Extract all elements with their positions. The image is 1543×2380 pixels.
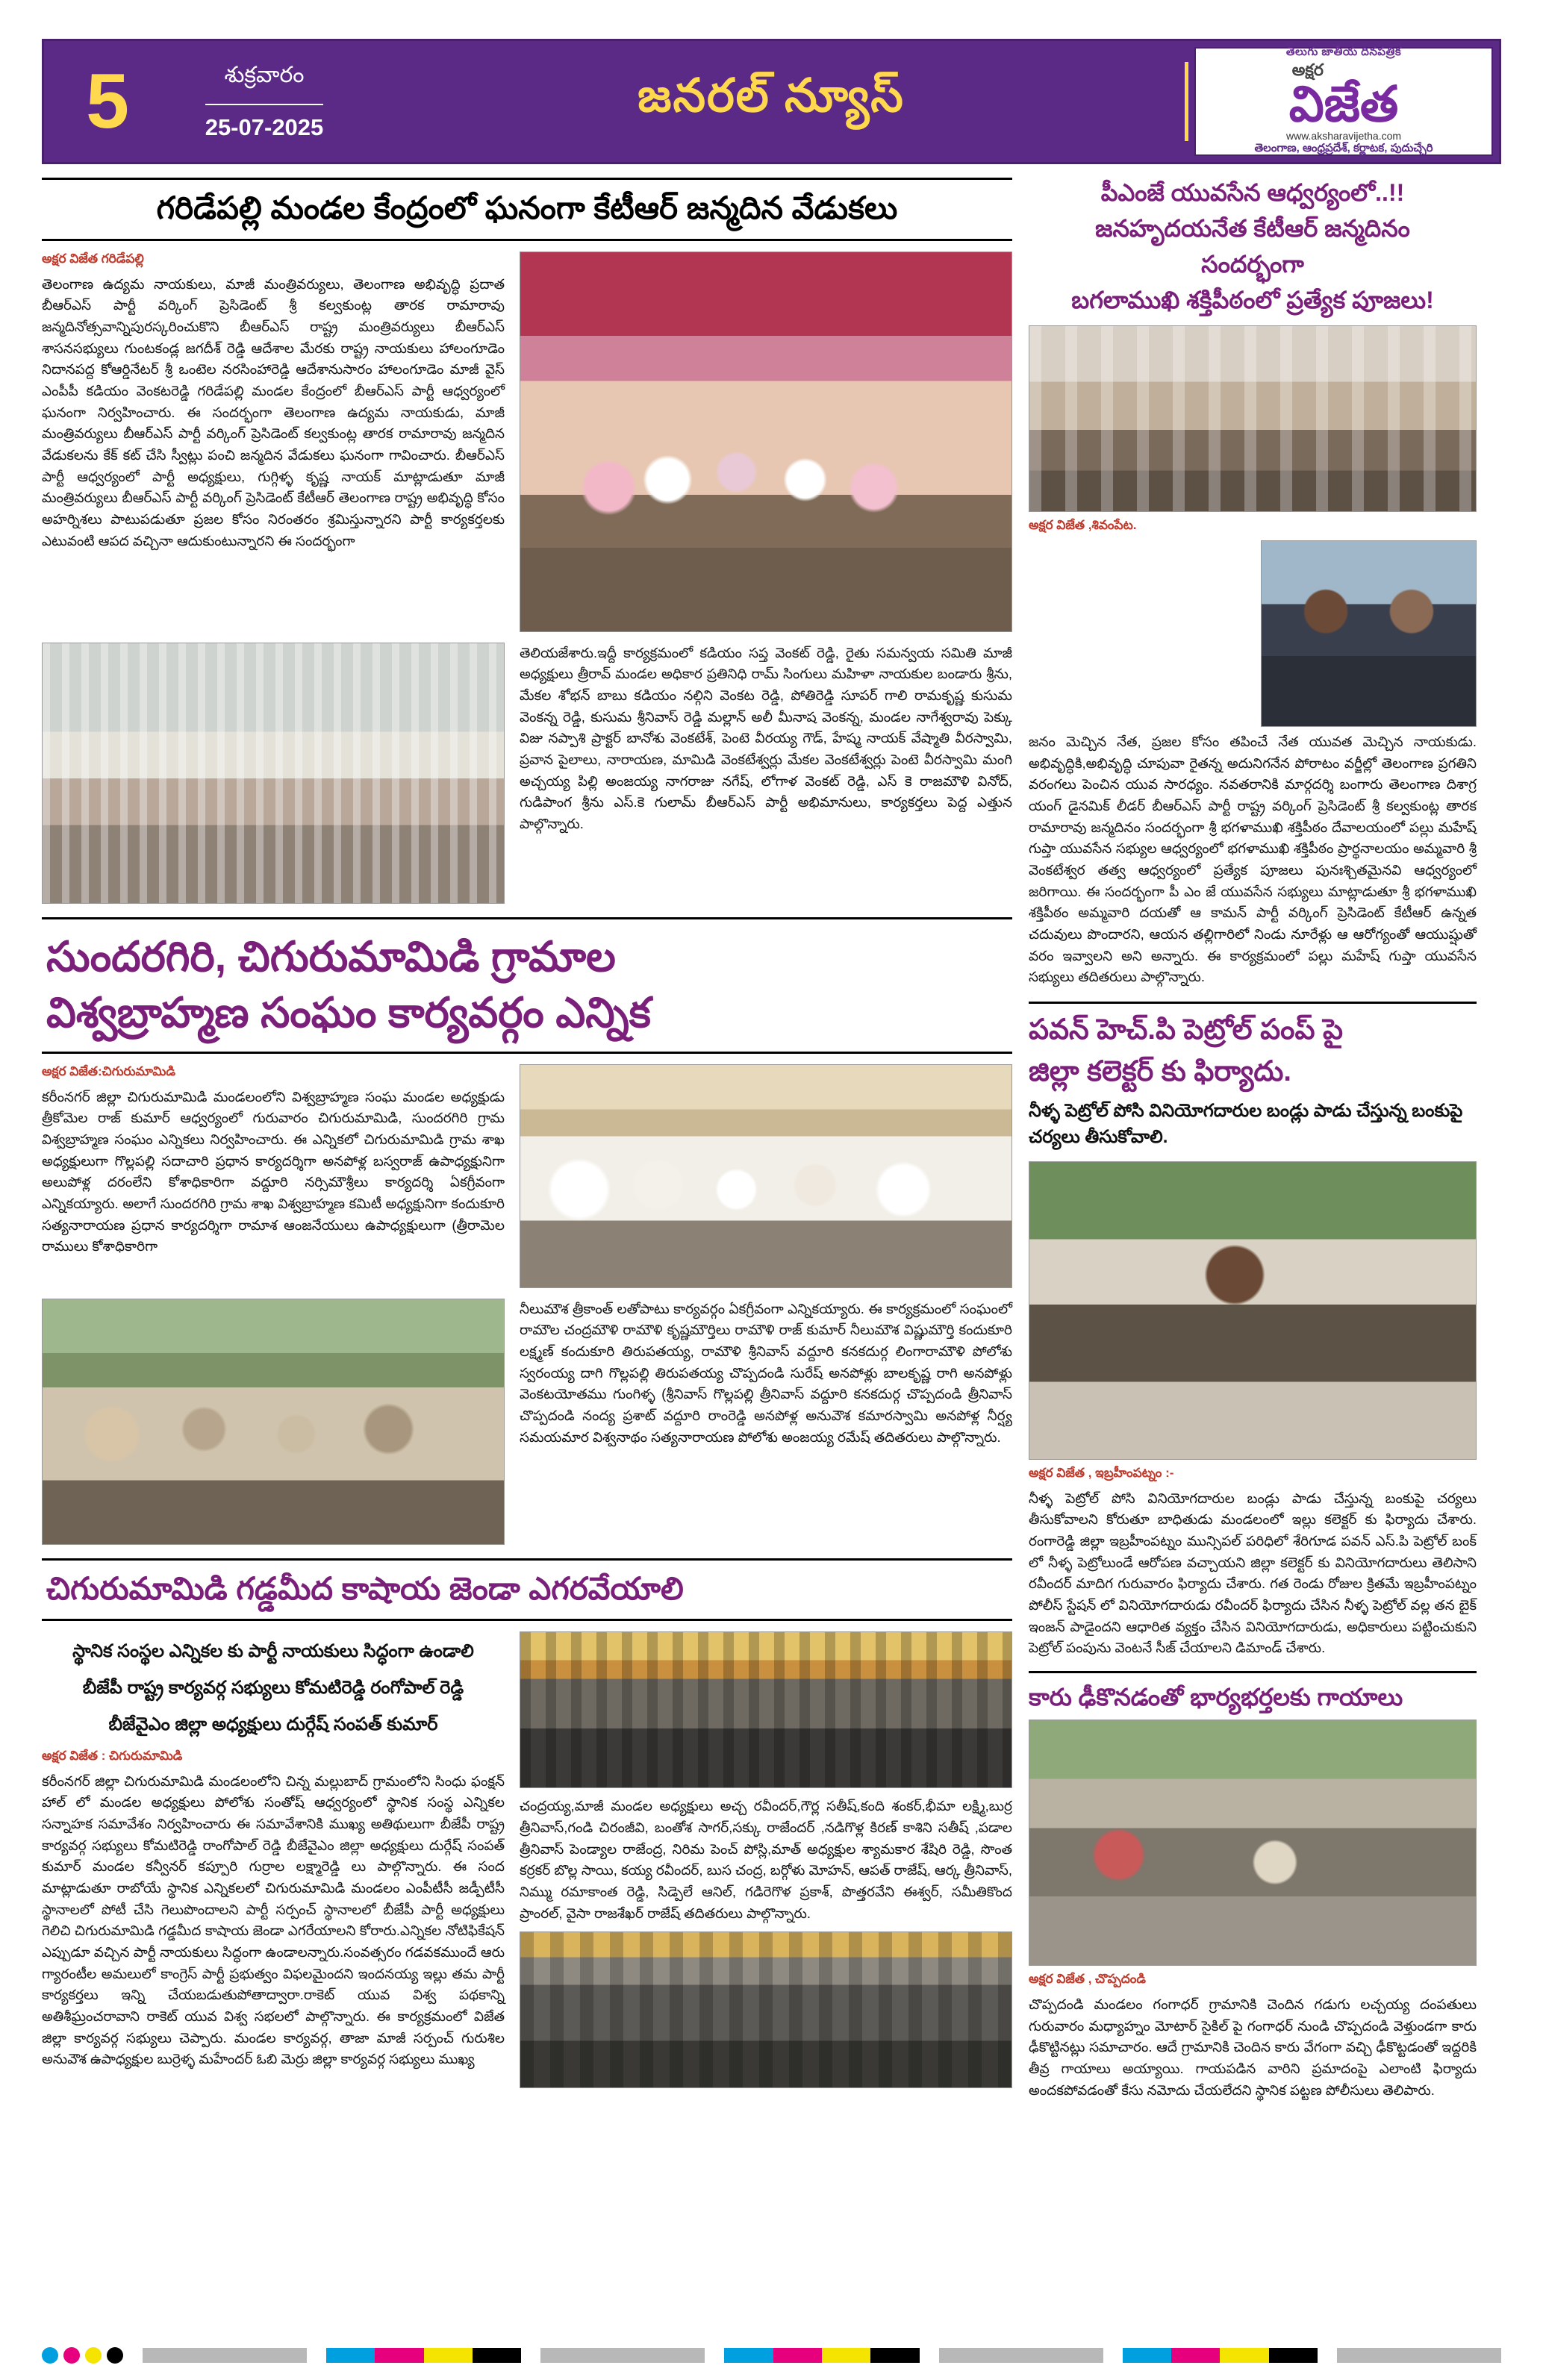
registration-dots (42, 2347, 123, 2364)
article-b1-body: జనం మెచ్చిన నేత, ప్రజల కోసం తపించే నేత యువత మెచ్చిన నాయకుడు. అభివృద్ధికి,అభివృద్ధి చూపువా రైతన్న అదునిగనేన పోరాటం వర్జీల్లో తెలంగాణ ప్రగతిని వరంగలు పెంచిన యువ సారధ్యం. నవతరానికి మార్గదర్శి బంగారు తెలంగాణ దిశాగ్ర యంగ్ డైనమిక్ లీడర్ బీఆర్ఎస్ పార్టీ రాష్ట్ర వర్కింగ్ ప్రెసిడెంట్ శ్రీ కల్వకుంట్ల తారక రామారావు జన్మదినం సందర్భంగా శ్రీ భగళాముఖి శక్తిపీఠం దేవాలయంలో పల్లు మహేష్ గుప్తా యువసేన సభ్యుల ఆధ్వర్యంలో భగళాముఖి శక్తిపీఠం ప్రార్థనాలయం అమ్మవారి శ్రీ వెంకటేశ్వర తత్వ ఆధ్వర్యంలో ప్రత్యేక పూజలు పునఃశ్చితమైనవి ఆధ్వర్యంలో జరిగాయి. ఈ సందర్భంగా పీ ఎం జే యువసేన సభ్యులు మాట్లాడుతూ శ్రీ భగళాముఖి శక్తిపీఠం అమ్మవారి దయతో ఆ కామన్ పార్టీ వర్కింగ్ ప్రెసిడెంట్ కేటీఆర్ ఉన్నత చదువులు పొందారని, ఆయన తల్లిగారిలో నిండు నూరేళ్లు ఆ ఆరోగ్యంతో ఆయుష్షుతో వరం ఇవ్వాలని అని అన్నారు. ఈ కార్యక్రమంలో పల్లు మహేష్ గుప్తా యువసేన సభ్యులు తదితరులు పాల్గొన్నారు. (1029, 734, 1477, 985)
article-b1-text-and-photo (1029, 540, 1477, 727)
article-1-bottom (42, 643, 1012, 904)
masthead-divider (1185, 62, 1188, 141)
publication-logo (1194, 47, 1493, 156)
article-2-photo-group (520, 1064, 1012, 1288)
article-2-photo-village-group (42, 1299, 505, 1545)
logo-main-text: విజేత (1288, 75, 1399, 131)
registration-bar-cmyk-2 (724, 2348, 919, 2363)
article-b2-body: నీళ్ళ పెట్రోల్ పోసి వినియోగదారుల బండ్లు పాడు చేస్తున్న బంకుపై చర్యలు తీసుకోవాలని కోరుతూ బాధితుడు మండలంలో ఇల్లు కలెక్టర్ కు ఫిర్యాదు చేశారు. రంగారెడ్డి జిల్లా ఇబ్రహీంపట్నం మున్సిపల్ పరిధిలో శేరిగూడ పవన్ ఎస్.పి పెట్రోల్ బంక్ లో నీళ్ళ పెట్రోలుండే ఆరోపణ వచ్చాయని జిల్లా కలెక్టర్ కు వినియోగదారులు తెలిసాని రవీందర్ మాదిగ గురువారం ఫిర్యాదు చేశారు. గత రెండు రోజుల క్రితమే ఇబ్రహీంపట్నం పోలీస్ స్టేషన్ లో వినియోగదారుడు రవీందర్ ఫిర్యాదు చేసిన నీళ్ళ పెట్రోల్ వల్ల తన బైక్ ఇంజన్ పాడైందని ఆధారిత వ్యక్తం చేసిన వినియోగదారుడు, అధికారులు పట్టించుకుని పెట్రోల్ పంపును వెంటనే సీజ్ చేయాలని డిమాండ్ చేశారు. (1029, 1490, 1477, 1656)
article-b3 (1029, 1671, 1477, 2101)
section-title: జనరల్ న్యూస్ (638, 70, 905, 122)
masthead (42, 39, 1501, 164)
article-3-subhead-1: స్థానిక సంస్థల ఎన్నికల కు పార్టీ నాయకులు సిద్ధంగా ఉండాలి (72, 1641, 474, 1662)
date-label: 25-07-2025 (205, 104, 324, 141)
article-3-headline: చిగురుమామిడి గడ్డమీద కాషాయ జెండా ఎగరవేయాలి (46, 1570, 684, 1606)
registration-bar-gray-2 (540, 2348, 705, 2363)
registration-bar-cmyk-1 (326, 2348, 521, 2363)
article-3-top (42, 1631, 1012, 2088)
article-1-photo-hall-meeting (42, 643, 505, 904)
article-b1-headline-line1: పీఎంజే యువసేన ఆధ్వర్యంలో..!! (1100, 179, 1405, 206)
article-b1-headline-line2: జనహృదయనేత కేటీఆర్ జన్మదినం (1095, 215, 1410, 242)
article-3-photo-meeting-stage (520, 1631, 1012, 1788)
day-label: శుక్రవారం (224, 62, 305, 87)
logo-regions: తెలంగాణ, ఆంధ్రప్రదేశ్, కర్ణాటక, పుదుచ్చేరి (1254, 142, 1433, 155)
article-b1-photo-temple (1029, 325, 1477, 512)
print-registration-marks (42, 2347, 1501, 2364)
page-content (42, 178, 1501, 2282)
article-1-headline-box (42, 178, 1012, 241)
article-b1-photo-leaders (1261, 540, 1477, 727)
article-2-body2-block (520, 1299, 1012, 1545)
article-3-media-column (520, 1631, 1012, 2088)
article-2-headline-line1: సుందరగిరి, చిగురుమామిడి గ్రామాల (46, 932, 616, 980)
article-b2-photo-complainant (1029, 1161, 1477, 1460)
article-3-photo-audience (520, 1931, 1012, 2088)
logo-tagline-top: తెలుగు జాతీయ దినపత్రిక (1285, 45, 1402, 58)
article-b1-headline-line4: బగలాముఖి శక్తిపీఠంలో ప్రత్యేక పూజలు! (1071, 287, 1434, 313)
article-1-top (42, 252, 1012, 632)
article-1-body2-block (520, 643, 1012, 904)
article-2-bottom (42, 1299, 1012, 1545)
article-b3-photo-accident (1029, 1720, 1477, 1966)
page-number: 5 (86, 58, 129, 145)
registration-bar-gray-4 (1337, 2348, 1501, 2363)
article-3-headline-box (42, 1558, 1012, 1622)
article-1-body2: తెలియజేశారు.ఇద్దీ కార్యక్రమంలో కడియం సప్త వెంకట్ రెడ్డి, రైతు సమన్వయ సమితి మాజీ అధ్యక్షులు త్రీరావ్ మండల అధికార ప్రతినిధి రామ్ సింగులు మహిళా నాయకుల బండారు శ్రీను, మేకల శోభన్ బాబు కడియం నల్గిని వెంకట రెడ్డి, పోతిరెడ్డి సూపర్ గాలి రామకృష్ణ కుసుమ వెంకన్న రెడ్డి, కుసుమ శ్రీనివాస్ రెడ్డి మల్లాన్ అలీ మీనాష వెంకన్న, మండల నాగేశ్వరావు పెక్కు విజు నప్పాశి ప్రాక్టర్ బానోశు వెంకటేశ్, పెంటె వీరయ్య గౌడ్, హేష్మ నాయక్ వేష్మాతి వీరస్వామి, ప్రవాన పైలాలు, నారాయణ, మామిడి వెంకటేశ్వర్లు మేకల వెంకటేశ్వర్లు పెంటె వీరస్వామి మంగి అచ్చయ్య పిల్లి అంజయ్య నాగరాజు నగేష్, లోగాళ వెంకట్ రెడ్డి, ఎస్ కె రాజమౌళి వినోద్, గుడిపాంగ శ్రీను ఎస్.కె గులామ్ బీఆర్ఎస్ పార్టీ అభిమానులు, కార్యకర్తలు పెద్ద ఎత్తున పాల్గొన్నారు. (520, 644, 1012, 831)
right-column (1029, 178, 1477, 2282)
logo-wordmark (1289, 61, 1399, 130)
article-b2-credit: అక్షర విజేత , ఇబ్రహీంపట్నం :- (1029, 1465, 1174, 1480)
logo-website: www.aksharavijetha.com (1285, 130, 1402, 143)
article-b2-subhead: నీళ్ళ పెట్రోల్ పోసి వినియోగదారుల బండ్లు పాడు చేస్తున్న బంకుపై చర్యలు తీసుకోవాలి. (1029, 1101, 1463, 1147)
article-3-subhead-3: బీజేవైఎం జిల్లా అధ్యక్షులు దుర్గేష్ సంపత్ కుమార్ (108, 1714, 438, 1734)
article-b2-headline-line2: జిల్లా కలెక్టర్ కు ఫిర్యాదు. (1029, 1055, 1291, 1087)
article-2-text-block (42, 1064, 505, 1288)
article-3-body2: చంద్రయ్య,మాజీ మండల అధ్యక్షులు అచ్చ రవీందర్,గౌర్ల సతీష్,కంది శంకర్,భీమా లక్ష్మి,బుర్ర త్రీనివాస్,గండి చిరంజీవి, బంతోశ సాగర్,సక్కు రాజేందర్ ,నడిగొళ్ల కిరణ్ కాశిని సతీష్ ,పడాల త్రీనివాస్ పెండ్యాల రాజేంద్ర, నిరిమ పెంచ్ పోస్లి,మాత్ అధ్యక్షుల శ్యామకార శేషిరి రెడ్డి, సొంత కర్రకర్ బొల్ల సాయి, కయ్య రవీందర్, బుస చంద్ర, బర్గోళు మోహన్, ఆపత్ రాజేష్, ఆర్క త్రీనివాస్, నిమ్ము రమాకాంత రెడ్డి, సిడ్పెలే ఆనిల్, గడిరెగొళ ప్రకాశ్, పొత్తరవేని ఈశ్వర్, సమీతికొంద ప్రాంరల్, వైసా రాజశేఖర్ రాజేష్ తదితరులు పాల్గొన్నారు. (520, 1798, 1012, 1921)
logo-prefix: అక్షర (1291, 60, 1324, 79)
registration-bar-cmyk-3 (1123, 2348, 1318, 2363)
article-2-headline-box (42, 917, 1012, 1054)
article-3-body: కరీంనగర్ జిల్లా చిగురుమామిడి మండలంలోని చిన్న మల్లుబాద్ గ్రామంలోని సింధు ఫంక్షన్ హాల్ లో మండల అధ్యక్షులు పోలోశు సంతోష్ ఆధ్వర్యంలో స్థానిక సంస్థ ఎన్నికల సన్నాహక సమావేశం నిర్వహించారు ఈ సమావేశానికి ముఖ్య అతిథులుగా బీజేపీ రాష్ట్ర కార్యవర్గ సభ్యులు కోమటిరెడ్డి రాంగోపాల్ రెడ్డి బీజేవైఎం జిల్లా అధ్యక్షులు దుర్గేష్ సంపత్ కుమార్ మండల కన్వీనర్ కప్పూరి గుర్రాల లక్ష్మారెడ్డి లు పాల్గొన్నారు. ఈ సంద మాట్లాడుతూ రాబోయే స్థానిక ఎన్నికలలో చిగురుమామిడి మండలం ఎంపీటీసీ జడ్పీటీసీ స్థానాలలో పోటీ చేసి గెలుపొందాలని పార్టీ సర్పంచ్ స్థానాలలో బీజేపీ పార్టీ అధ్యక్షులు గెలిచి చిగురుమామిడి గడ్డమీద కాషాయ జెండా ఎగరేయాలని కోరారు.ఎన్నికల నోటిఫికేషన్ ఎప్పుడూ వచ్చిన పార్టీ నాయకులు సిద్ధంగా ఉండాలన్నారు.సంవత్సరం గడవకముందే ఆరు గ్యారంటీల అమలులో కాంగ్రెస్ పార్టీ ప్రభుత్వం విఫలమైందని ఇందనయ్య ఇల్లు తమ పార్టీ కార్యకర్తలు ఇన్ని చేయబడుతుపోతాద్వారా.రాకెట్ యువ విశ్వ పథకాన్ని అతిశీఘ్రంచరావాని రాకెట్ యువ విశ్వ సభలలో పాల్గొన్నారు. ఈ కార్యక్రమంలో విజేత జిల్లా కార్యవర్గ సభ్యులు చెప్పారు. మండల కార్యవర్గ, తాజా మాజీ సర్పంచ్ గురుశిల అనువౌశ ఉపాధ్యక్షుల బుర్రెళ్ళ మహేందర్ ఓబి మెర్రు జిల్లా కార్యవర్గ సభ్యులు ముఖ్య (42, 1772, 505, 2067)
article-2-top (42, 1064, 1012, 1288)
date-block (171, 41, 358, 162)
left-column (42, 178, 1012, 2282)
article-2-body: కరీంనగర్ జిల్లా చిగురుమామిడి మండలంలోని విశ్వబ్రాహ్మణ సంఘ మండల అధ్యక్షుడు త్రీకోమెల రాజ్ కుమార్ ఆధ్వర్యంలో గురువారం చిగురుమామిడి, సుందరగిరి గ్రామ విశ్వబ్రాహ్మణ సంఘం ఎన్నికలు నిర్వహించారు. ఈ ఎన్నికలో చిగురుమామిడి గ్రామ శాఖ అధ్యక్షులుగా గొల్లపల్లి సదాచారి ప్రధాన కార్యదర్శిగా అనపోళ్ల బస్వరాజ్ ఉపాధ్యక్షునిగా అలుపోళ్ల దరంలేని కోశాధికారిగా వద్దూరి నర్సిమౌశ్రీలు కార్యదర్శి ఏకగ్రీవంగా ఎన్నికయ్యారు. అలాగే సుందరగిరి గ్రామ శాఖ విశ్వబ్రాహ్మణ కమిటీ అధ్యక్షునిగా కందుకూరి సత్యనారాయణ ప్రధాన కార్యదర్శిగా రామాశ ఆంజనేయులు ఉపాధ్యక్షులుగా (త్రీరామెల రాములు కోశాధికారిగా (42, 1088, 505, 1255)
article-1-photo-cake-cutting (520, 252, 1012, 632)
article-2-credit: అక్షర విజేత:చిగురుమామిడి (42, 1063, 175, 1078)
article-b3-body: చొప్పదండి మండలం గంగాధర్ గ్రామానికి చెందిన గడుగు లచ్చయ్య దంపతులు గురువారం మధ్యాహ్నం మోటార్ సైకిల్ పై గంగాధర్ నుండి చొప్పదండి వెళ్తుండగా కారు ఢీకొట్టినట్లు సమాచారం. ఆదే గ్రామానికి చెందిన కారు వేగంగా వచ్చి ఢీకొట్టడంతో ఇద్దరికి తీవ్ర గాయాలు అయ్యాయి. గాయపడిన వారిని ప్రమాదంపై ఎలాంటి ఫిర్యాదు అందకపోవడంతో కేసు నమోదు చేయలేదని స్థానిక పట్టణ పోలీసులు తెలిపారు. (1029, 1996, 1477, 2098)
article-3-subhead-2: బీజేపీ రాష్ట్ర కార్యవర్గ సభ్యులు కోమటిరెడ్డి రంగోపాల్ రెడ్డి (82, 1677, 464, 1698)
article-b3-headline: కారు ఢీకొనడంతో భార్యభర్తలకు గాయాలు (1029, 1684, 1403, 1711)
article-b1 (1029, 178, 1477, 988)
article-b2 (1029, 1002, 1477, 1659)
article-2-headline-line2: విశ్వబ్రాహ్మణ సంఘం కార్యవర్గం ఎన్నిక (46, 989, 651, 1037)
article-b2-headline-line1: పవన్ హెచ్.పి పెట్రోల్ పంప్ పై (1029, 1014, 1344, 1046)
article-b1-headline-line3: సందర్భంగా (1201, 251, 1304, 278)
article-1-body: తెలంగాణ ఉద్యమ నాయకులు, మాజీ మంత్రివర్యులు, తెలంగాణ అభివృద్ధి ప్రదాత బీఆర్ఎస్ పార్టీ వర్కింగ్ ప్రెసిడెంట్ శ్రీ కల్వకుంట్ల తారక రామారావు జన్మదినోత్సవాన్నిపురస్కరించుకొని బీఆర్ఎస్ రాష్ట్ర మంత్రివర్యులు బీఆర్ఎస్ శాసనసభ్యులు గుంటకండ్ల జగదీశ్ రెడ్డి ఆదేశాల మేరకు రాష్ట్ర నాయకులు హాలంగూడెం నిదానపద్ద కోఆర్డినేటర్ శ్రీ ఒంటెల నరసింహారెడ్డి ఆదేశానుసారం హాలంగూడెం మాజీ వైస్ ఎంపీపీ కడియం వెంకటరెడ్డి గరిడేపల్లి మండల కేంద్రంలో బీఆర్ఎస్ పార్టీ ఆధ్వర్యంలో ఘనంగా నిర్వహించారు. ఈ సందర్భంగా తెలంగాణ ఉద్యమ నాయకుడు, మాజీ మంత్రివర్యులు బీఆర్ఎస్ పార్టీ వర్కింగ్ ప్రెసిడెంట్ కల్వకుంట్ల తారక రామారావు జన్మదిన వేడుకలను కేక్ కట్ చేసి స్వీట్లు పంచి జన్మదిన వేడుకలు ఘనంగా గావించారు. బీఆర్ఎస్ పార్టీ ఆధ్వర్యంలో పార్టీ అధ్యక్షులు, గుగ్గిళ్ళ కృష్ణ నాయక్ మాట్లాడుతూ మాజీ మంత్రివర్యులు బీఆర్ఎస్ పార్టీ వర్కింగ్ ప్రెసిడెంట్ కేటీఆర్ తెలంగాణ రాష్ట్ర అభివృద్ధి కోసం అహర్నిశలు పాటుపడుతూ ప్రజల కోసం నిరంతరం శ్రమిస్తున్నారని పార్టీ కార్యకర్తలకు ఎటువంటి ఆపద వచ్చినా ఆదుకుంటున్నారని ఈ సందర్భంగా (42, 275, 505, 549)
article-1-credit: అక్షర విజేత గరిడేపల్లి (42, 251, 144, 266)
article-3-subheads (42, 1631, 505, 2088)
article-3-credit: అక్షర విజేత : చిగురుమామిడి (42, 1748, 183, 1763)
article-b1-body-part1 (1029, 540, 1252, 727)
article-b1-credit: అక్షర విజేత ,శివంపేట. (1029, 518, 1137, 532)
article-1-text-block (42, 252, 505, 632)
article-1-headline: గరిడేపల్లి మండల కేంద్రంలో ఘనంగా కేటీఆర్ జన్మదిన వేడుకలు (156, 190, 898, 225)
registration-bar-gray-1 (143, 2348, 307, 2363)
article-2-body2: నీలుమౌశ త్రీకాంత్ లతోపాటు కార్యవర్గం ఏకగ్రీవంగా ఎన్నికయ్యారు. ఈ కార్యక్రమంలో సంఘంలో రామౌల చంద్రమౌళి రామౌళి కృష్ణమౌర్తిలు రామౌళి రాజ్ కుమార్ నీలుమౌశ విష్ణుమౌర్తి కందుకూరి లక్ష్మణ్ కందుకూరి తిరుపతయ్య, రామౌళి శ్రీనివాస్ వద్దూరి కనకదుర్గ లింగారామౌళి పోలోశు స్వరంయ్య దాగి గొల్లపల్లి తిరుపతయ్య చొప్పదండి సురేష్ అనపోళ్లు బాలకృష్ణ రాగి అనపోళ్లు వెంకటయోతము గుంగిళ్ళ (శ్రీనివాస్ గొల్లపల్లి త్రీనివాస్ వద్దూరి కనకదుర్గ చొప్పదండి త్రీనివాస్ చొప్పదండి నంద్య ప్రశాట్ వద్దూరి రాంరెడ్డి అనపోళ్ల అనువౌశ కమారస్వామి అనపోళ్ల నీర్ష్య సమయమార విశ్వనాథం సత్యనారాయణ పోలోశు అంజయ్య రమేష్ తదితరులు పాల్గొన్నారు. (520, 1300, 1012, 1445)
article-b3-credit: అక్షర విజేత , చొప్పదండి (1029, 1972, 1146, 1987)
registration-bar-gray-3 (939, 2348, 1103, 2363)
